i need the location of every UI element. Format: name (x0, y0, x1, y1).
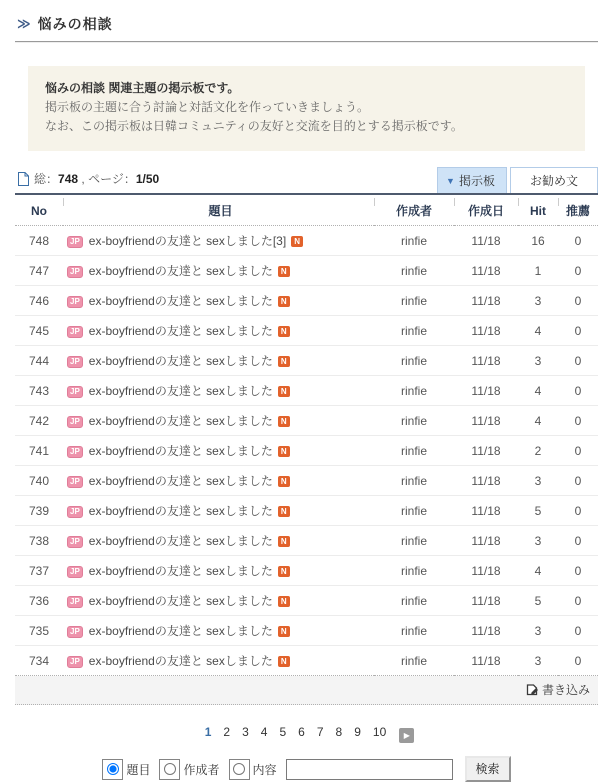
new-post-icon: N (278, 446, 290, 457)
row-author[interactable]: rinfie (374, 256, 454, 286)
row-hit: 3 (518, 286, 558, 316)
new-post-icon: N (278, 626, 290, 637)
row-author[interactable]: rinfie (374, 406, 454, 436)
post-title-link[interactable]: ex-boyfriendの友達と sexしました (88, 324, 273, 338)
table-row (15, 556, 598, 586)
post-title-link[interactable]: ex-boyfriendの友達と sexしました (88, 264, 273, 278)
jp-flag-badge: JP (67, 326, 83, 338)
write-post-link[interactable] (526, 681, 590, 698)
row-number: 739 (15, 496, 63, 526)
page-link[interactable]: 5 (279, 725, 287, 739)
tab-recommended[interactable] (510, 167, 598, 193)
row-author[interactable]: rinfie (374, 646, 454, 676)
row-author[interactable]: rinfie (374, 376, 454, 406)
row-author[interactable]: rinfie (374, 286, 454, 316)
new-post-icon: N (278, 386, 290, 397)
page-indicator: 1/50 (135, 172, 160, 186)
row-number: 742 (15, 406, 63, 436)
post-title-link[interactable]: ex-boyfriendの友達と sexしました (88, 414, 273, 428)
board-table (15, 193, 598, 676)
row-recommend: 0 (558, 256, 598, 286)
row-hit: 4 (518, 406, 558, 436)
column-header-hit: Hit (518, 194, 558, 226)
radio-label: 作成者 (183, 762, 220, 777)
write-post-label: 書き込み (541, 683, 590, 697)
post-title-link[interactable]: ex-boyfriendの友達と sexしました (88, 354, 273, 368)
double-chevron-icon: ≫ (17, 16, 31, 31)
row-date: 11/18 (454, 346, 518, 376)
row-number: 740 (15, 466, 63, 496)
row-date: 11/18 (454, 316, 518, 346)
tab-recommended-label: お勧め文 (529, 174, 578, 188)
jp-flag-badge: JP (67, 356, 83, 368)
row-recommend: 0 (558, 586, 598, 616)
column-header-recommend: 推薦 (558, 194, 598, 226)
row-number: 744 (15, 346, 63, 376)
page-link[interactable]: 10 (372, 725, 387, 739)
row-number: 746 (15, 286, 63, 316)
table-row (15, 496, 598, 526)
row-author[interactable]: rinfie (374, 556, 454, 586)
row-recommend: 0 (558, 466, 598, 496)
page-link[interactable]: 2 (223, 725, 231, 739)
post-title-link[interactable]: ex-boyfriendの友達と sexしました[3] (88, 234, 287, 248)
radio-box (159, 759, 180, 780)
column-header-date: 作成日 (454, 194, 518, 226)
search-field-radio[interactable] (233, 763, 245, 775)
post-title-link[interactable]: ex-boyfriendの友達と sexしました (88, 534, 273, 548)
column-header-title: 題目 (63, 194, 374, 226)
row-recommend: 0 (558, 286, 598, 316)
row-recommend: 0 (558, 496, 598, 526)
post-title-link[interactable]: ex-boyfriendの友達と sexしました (88, 594, 273, 608)
write-bar (15, 676, 598, 705)
row-recommend: 0 (558, 406, 598, 436)
row-recommend: 0 (558, 346, 598, 376)
table-row (15, 526, 598, 556)
page-link[interactable]: 7 (316, 725, 324, 739)
search-option (159, 759, 219, 780)
row-hit: 4 (518, 556, 558, 586)
row-recommend: 0 (558, 316, 598, 346)
new-post-icon: N (278, 356, 290, 367)
new-post-icon: N (278, 566, 290, 577)
search-option (229, 759, 277, 780)
new-post-icon: N (278, 296, 290, 307)
search-button[interactable]: 検索 (465, 756, 511, 782)
post-title-link[interactable]: ex-boyfriendの友達と sexしました (88, 444, 273, 458)
search-options (102, 759, 276, 780)
page-link[interactable]: 9 (354, 725, 361, 739)
row-author[interactable]: rinfie (374, 466, 454, 496)
jp-flag-badge: JP (67, 266, 83, 278)
jp-flag-badge: JP (67, 296, 83, 308)
search-input[interactable] (286, 759, 453, 780)
row-hit: 2 (518, 436, 558, 466)
new-post-icon: N (278, 476, 290, 487)
row-date: 11/18 (454, 526, 518, 556)
row-number: 738 (15, 526, 63, 556)
row-hit: 3 (518, 646, 558, 676)
table-row (15, 346, 598, 376)
intro-line: なお、この掲示板は日韓コミュニティの友好と交流を目的とする掲示板です。 (45, 119, 463, 133)
table-row (15, 616, 598, 646)
intro-heading: 悩みの相談 関連主題の掲示板です。 (45, 81, 240, 95)
row-number: 734 (15, 646, 63, 676)
row-author[interactable]: rinfie (374, 226, 454, 256)
jp-flag-badge: JP (67, 416, 83, 428)
post-title-link[interactable]: ex-boyfriendの友達と sexしました (88, 504, 273, 518)
radio-box (102, 759, 123, 780)
row-date: 11/18 (454, 646, 518, 676)
caret-down-icon: ▼ (446, 175, 455, 186)
radio-label: 内容 (252, 762, 277, 777)
post-title-link[interactable]: ex-boyfriendの友達と sexしました (88, 294, 273, 308)
row-date: 11/18 (454, 556, 518, 586)
row-date: 11/18 (454, 436, 518, 466)
table-row (15, 436, 598, 466)
row-author[interactable]: rinfie (374, 616, 454, 646)
row-recommend: 0 (558, 436, 598, 466)
table-row (15, 286, 598, 316)
table-row (15, 376, 598, 406)
row-date: 11/18 (454, 286, 518, 316)
post-title-link[interactable]: ex-boyfriendの友達と sexしました (88, 384, 273, 398)
stats-text: 総：748 , ページ：1/50 (34, 172, 160, 186)
row-author[interactable]: rinfie (374, 316, 454, 346)
new-post-icon: N (278, 326, 290, 337)
row-hit: 5 (518, 586, 558, 616)
table-row (15, 586, 598, 616)
next-pages-button[interactable]: ▶ (399, 728, 414, 743)
row-recommend: 0 (558, 556, 598, 586)
board-tabs (437, 167, 598, 193)
row-recommend: 0 (558, 526, 598, 556)
pencil-paper-icon (526, 683, 539, 696)
search-field-radio[interactable] (164, 763, 176, 775)
row-author[interactable]: rinfie (374, 496, 454, 526)
row-author[interactable]: rinfie (374, 586, 454, 616)
row-date: 11/18 (454, 406, 518, 436)
board-intro-box (28, 66, 585, 151)
table-row (15, 646, 598, 676)
title-divider (15, 41, 598, 43)
page-link[interactable]: 8 (335, 725, 343, 739)
pagination-pages (199, 725, 393, 739)
tab-board-label: 掲示板 (458, 174, 495, 188)
jp-flag-badge: JP (67, 536, 83, 548)
page-title: 悩みの相談 (37, 16, 113, 32)
row-recommend: 0 (558, 646, 598, 676)
row-author[interactable]: rinfie (374, 346, 454, 376)
jp-flag-badge: JP (67, 596, 83, 608)
radio-box (229, 759, 250, 780)
row-date: 11/18 (454, 376, 518, 406)
row-recommend: 0 (558, 376, 598, 406)
row-number: 741 (15, 436, 63, 466)
row-hit: 5 (518, 496, 558, 526)
post-title-link[interactable]: ex-boyfriendの友達と sexしました (88, 624, 273, 638)
row-number: 735 (15, 616, 63, 646)
row-number: 737 (15, 556, 63, 586)
table-row (15, 406, 598, 436)
new-post-icon: N (291, 236, 303, 247)
row-date: 11/18 (454, 616, 518, 646)
document-icon (17, 172, 29, 186)
new-post-icon: N (278, 266, 290, 277)
row-hit: 4 (518, 316, 558, 346)
total-count: 748 (58, 172, 79, 186)
table-row (15, 316, 598, 346)
board-head-row (15, 167, 598, 193)
pagination (15, 725, 598, 743)
post-title-link[interactable]: ex-boyfriendの友達と sexしました (88, 564, 273, 578)
new-post-icon: N (278, 506, 290, 517)
row-number: 745 (15, 316, 63, 346)
jp-flag-badge: JP (67, 506, 83, 518)
new-post-icon: N (278, 656, 290, 667)
post-title-link[interactable]: ex-boyfriendの友達と sexしました (88, 654, 273, 668)
jp-flag-badge: JP (67, 446, 83, 458)
table-row (15, 256, 598, 286)
row-hit: 3 (518, 526, 558, 556)
row-date: 11/18 (454, 256, 518, 286)
page-link[interactable]: 1 (204, 725, 212, 739)
intro-line: 掲示板の主題に合う討論と対話文化を作っていきましょう。 (45, 100, 370, 114)
new-post-icon: N (278, 596, 290, 607)
row-number: 736 (15, 586, 63, 616)
row-hit: 1 (518, 256, 558, 286)
new-post-icon: N (278, 536, 290, 547)
page-link[interactable]: 6 (298, 725, 305, 739)
board-stats (15, 170, 159, 193)
row-date: 11/18 (454, 496, 518, 526)
board-table-body (15, 226, 598, 676)
jp-flag-badge: JP (67, 656, 83, 668)
jp-flag-badge: JP (67, 476, 83, 488)
page-link[interactable]: 4 (260, 725, 268, 739)
row-number: 747 (15, 256, 63, 286)
table-row (15, 466, 598, 496)
jp-flag-badge: JP (67, 386, 83, 398)
search-option (102, 759, 150, 780)
radio-label: 題目 (126, 762, 151, 777)
jp-flag-badge: JP (67, 626, 83, 638)
column-header-author: 作成者 (374, 194, 454, 226)
table-row (15, 226, 598, 256)
row-date: 11/18 (454, 466, 518, 496)
row-hit: 4 (518, 376, 558, 406)
row-recommend: 0 (558, 226, 598, 256)
row-date: 11/18 (454, 226, 518, 256)
board-table-head (15, 194, 598, 226)
row-hit: 3 (518, 466, 558, 496)
row-hit: 3 (518, 346, 558, 376)
row-date: 11/18 (454, 586, 518, 616)
search-field-radio[interactable] (107, 763, 119, 775)
page-title-row (15, 14, 598, 34)
row-hit: 3 (518, 616, 558, 646)
row-number: 748 (15, 226, 63, 256)
new-post-icon: N (278, 416, 290, 427)
tab-board[interactable] (437, 167, 507, 193)
row-number: 743 (15, 376, 63, 406)
page-link[interactable]: 3 (242, 725, 249, 739)
post-title-link[interactable]: ex-boyfriendの友達と sexしました (88, 474, 273, 488)
jp-flag-badge: JP (67, 566, 83, 578)
jp-flag-badge: JP (67, 236, 83, 248)
row-author[interactable]: rinfie (374, 436, 454, 466)
row-hit: 16 (518, 226, 558, 256)
search-form (15, 756, 598, 782)
row-recommend: 0 (558, 616, 598, 646)
column-header-no: No (15, 194, 63, 226)
row-author[interactable]: rinfie (374, 526, 454, 556)
